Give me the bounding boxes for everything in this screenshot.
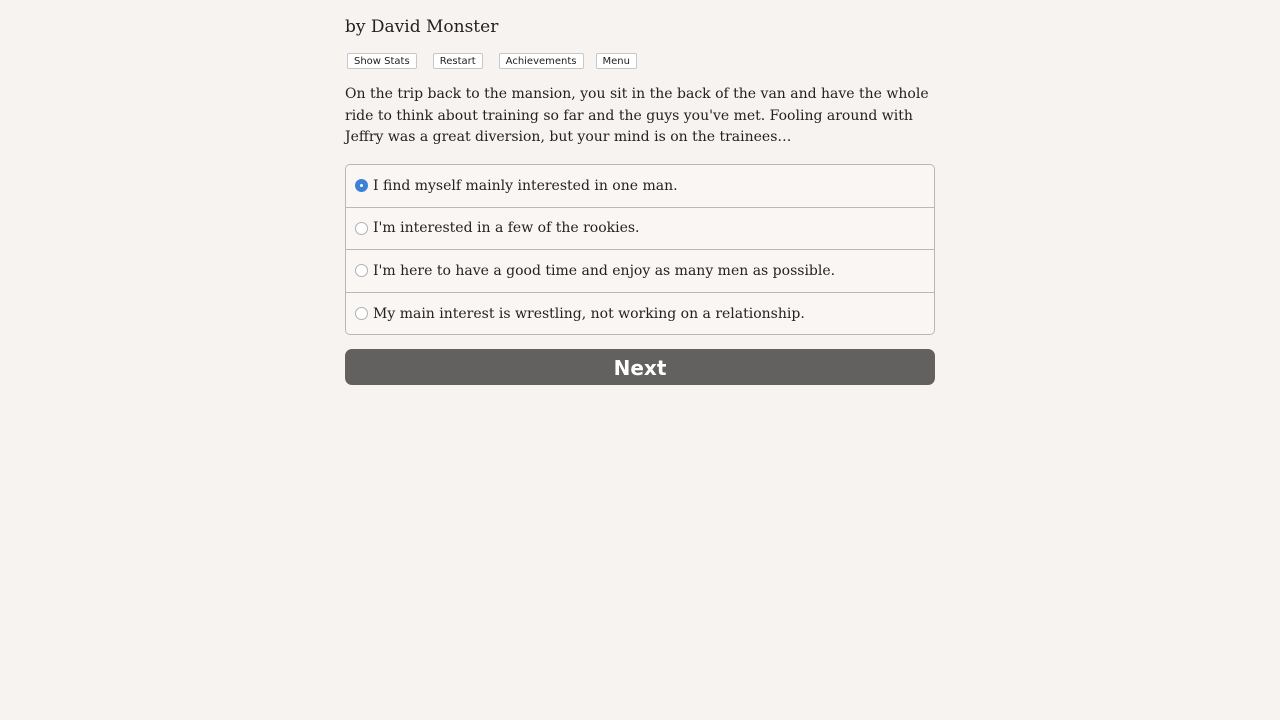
menu-button[interactable]: Menu bbox=[596, 53, 637, 69]
radio-button[interactable] bbox=[355, 307, 368, 320]
choice-list bbox=[345, 164, 935, 335]
toolbar bbox=[347, 53, 653, 69]
radio-button[interactable] bbox=[355, 179, 368, 192]
story-author: by David Monster bbox=[345, 17, 499, 37]
choice-option-2[interactable] bbox=[346, 208, 934, 251]
choice-option-3[interactable] bbox=[346, 250, 934, 293]
choice-label: I find myself mainly interested in one man. bbox=[373, 177, 678, 194]
radio-button[interactable] bbox=[355, 222, 368, 235]
choice-label: I'm interested in a few of the rookies. bbox=[373, 220, 640, 237]
show-stats-button[interactable]: Show Stats bbox=[347, 53, 417, 69]
radio-button[interactable] bbox=[355, 264, 368, 277]
story-passage: On the trip back to the mansion, you sit in the back of the van and have the whole ride to think about training so far and the guys you've met. Fooling around with Jeffry was a great diversion, but your mind is on the trainees… bbox=[345, 86, 929, 145]
choice-option-4[interactable] bbox=[346, 293, 934, 336]
choice-option-1[interactable] bbox=[346, 165, 934, 208]
restart-button[interactable]: Restart bbox=[433, 53, 483, 69]
choice-label: My main interest is wrestling, not working on a relationship. bbox=[373, 305, 805, 322]
next-button[interactable]: Next bbox=[345, 349, 935, 385]
achievements-button[interactable]: Achievements bbox=[499, 53, 584, 69]
choice-label: I'm here to have a good time and enjoy as many men as possible. bbox=[373, 262, 836, 279]
